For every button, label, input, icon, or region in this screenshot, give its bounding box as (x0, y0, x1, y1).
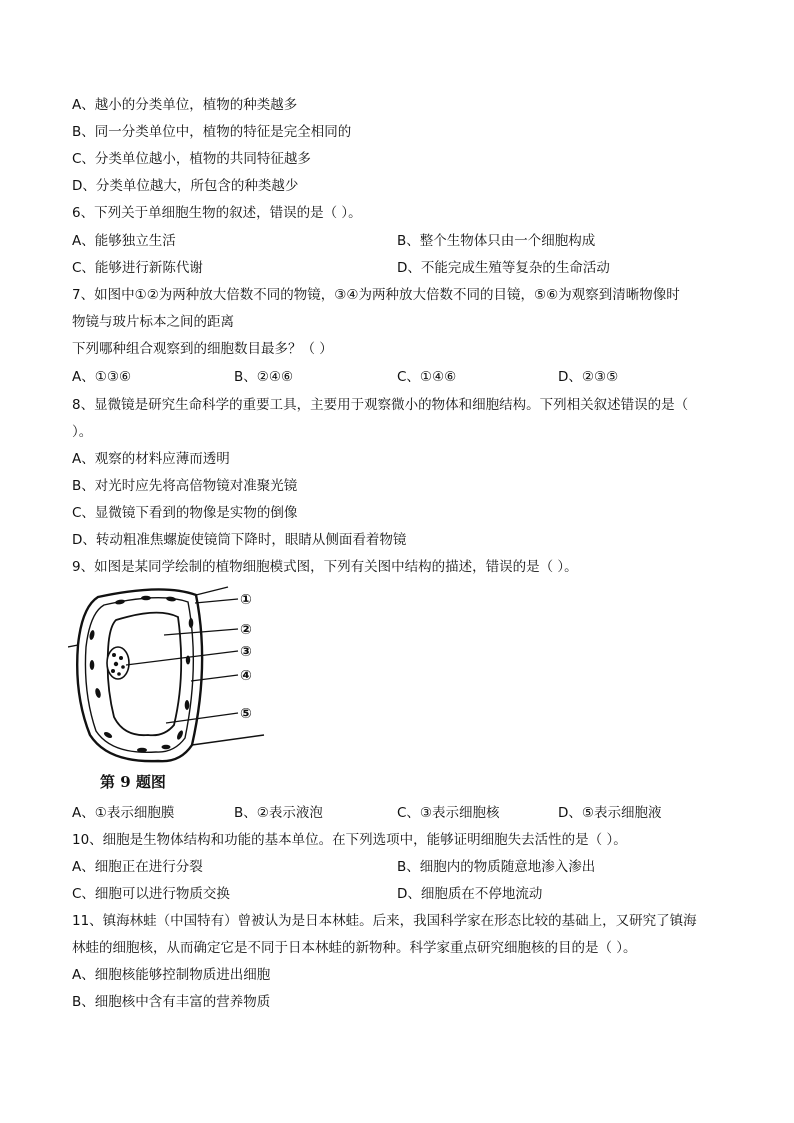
q9-option-b: B、②表示液泡 (234, 805, 323, 821)
q5-option-d: D、分类单位越大，所包含的种类越少 (72, 178, 299, 194)
q8-stem-line2: ）。 (72, 424, 93, 440)
figure-label-3: ③ (240, 644, 252, 660)
q10-option-a: A、细胞正在进行分裂 (72, 859, 203, 875)
q10-option-b: B、细胞内的物质随意地渗入渗出 (397, 859, 596, 875)
q8-option-b: B、对光时应先将高倍物镜对准聚光镜 (72, 478, 298, 494)
q8-stem-line1: 8、显微镜是研究生命科学的重要工具，主要用于观察微小的物体和细胞结构。下列相关叙述错误的是（ (72, 397, 689, 413)
q8-option-c: C、显微镜下看到的物像是实物的倒像 (72, 505, 298, 521)
plant-cell-diagram (68, 585, 268, 770)
q11-stem-line2: 林蛙的细胞核，从而确定它是不同于日本林蛙的新物种。科学家重点研究细胞核的目的是（ ）。 (72, 940, 637, 956)
q9-stem: 9、如图是某同学绘制的植物细胞模式图，下列有关图中结构的描述，错误的是（ ）。 (72, 559, 578, 575)
q6-stem: 6、下列关于单细胞生物的叙述，错误的是（ ）。 (72, 205, 362, 221)
figure-caption: 第 9 题图 (100, 773, 166, 791)
q9-option-a: A、①表示细胞膜 (72, 805, 175, 821)
q7-stem-line3: 下列哪种组合观察到的细胞数目最多？（ ） (72, 341, 333, 357)
q8-option-d: D、转动粗准焦螺旋使镜筒下降时，眼睛从侧面看着物镜 (72, 532, 407, 548)
q11-stem-line1: 11、镇海林蛙（中国特有）曾被认为是日本林蛙。后来，我国科学家在形态比较的基础上，又研究了镇海 (72, 913, 697, 929)
q6-option-a: A、能够独立生活 (72, 233, 176, 249)
q7-option-a: A、①③⑥ (72, 369, 132, 385)
q6-option-d: D、不能完成生殖等复杂的生命活动 (397, 260, 610, 276)
q7-stem-line1: 7、如图中①②为两种放大倍数不同的物镜，③④为两种放大倍数不同的目镜，⑤⑥为观察到清晰物像时 (72, 287, 680, 303)
q10-option-c: C、细胞可以进行物质交换 (72, 886, 230, 902)
q11-option-b: B、细胞核中含有丰富的营养物质 (72, 994, 271, 1010)
q7-option-c: C、①④⑥ (397, 369, 457, 385)
q5-option-b: B、同一分类单位中，植物的特征是完全相同的 (72, 124, 352, 140)
neighbor-wall (192, 735, 264, 745)
neighbor-wall (196, 587, 228, 595)
q10-stem: 10、细胞是生物体结构和功能的基本单位。在下列选项中，能够证明细胞失去活性的是（ ）。 (72, 832, 627, 848)
q9-option-c: C、③表示细胞核 (397, 805, 500, 821)
q8-option-a: A、观察的材料应薄而透明 (72, 451, 230, 467)
q7-option-b: B、②④⑥ (234, 369, 294, 385)
q7-option-d: D、②③⑤ (558, 369, 619, 385)
figure-label-2: ② (240, 622, 252, 638)
q6-option-b: B、整个生物体只由一个细胞构成 (397, 233, 596, 249)
figure-label-1: ① (240, 592, 252, 608)
figure-label-5: ⑤ (240, 706, 252, 722)
figure-label-4: ④ (240, 668, 252, 684)
q11-option-a: A、细胞核能够控制物质进出细胞 (72, 967, 271, 983)
q6-option-c: C、能够进行新陈代谢 (72, 260, 203, 276)
q10-option-d: D、细胞质在不停地流动 (397, 886, 543, 902)
q9-option-d: D、⑤表示细胞液 (558, 805, 662, 821)
q5-option-a: A、越小的分类单位，植物的种类越多 (72, 97, 298, 113)
cell-membrane (85, 598, 193, 753)
plant-cell-figure (68, 585, 268, 800)
neighbor-wall (68, 645, 78, 647)
q5-option-c: C、分类单位越小，植物的共同特征越多 (72, 151, 311, 167)
q7-stem-line2: 物镜与玻片标本之间的距离 (72, 314, 234, 330)
